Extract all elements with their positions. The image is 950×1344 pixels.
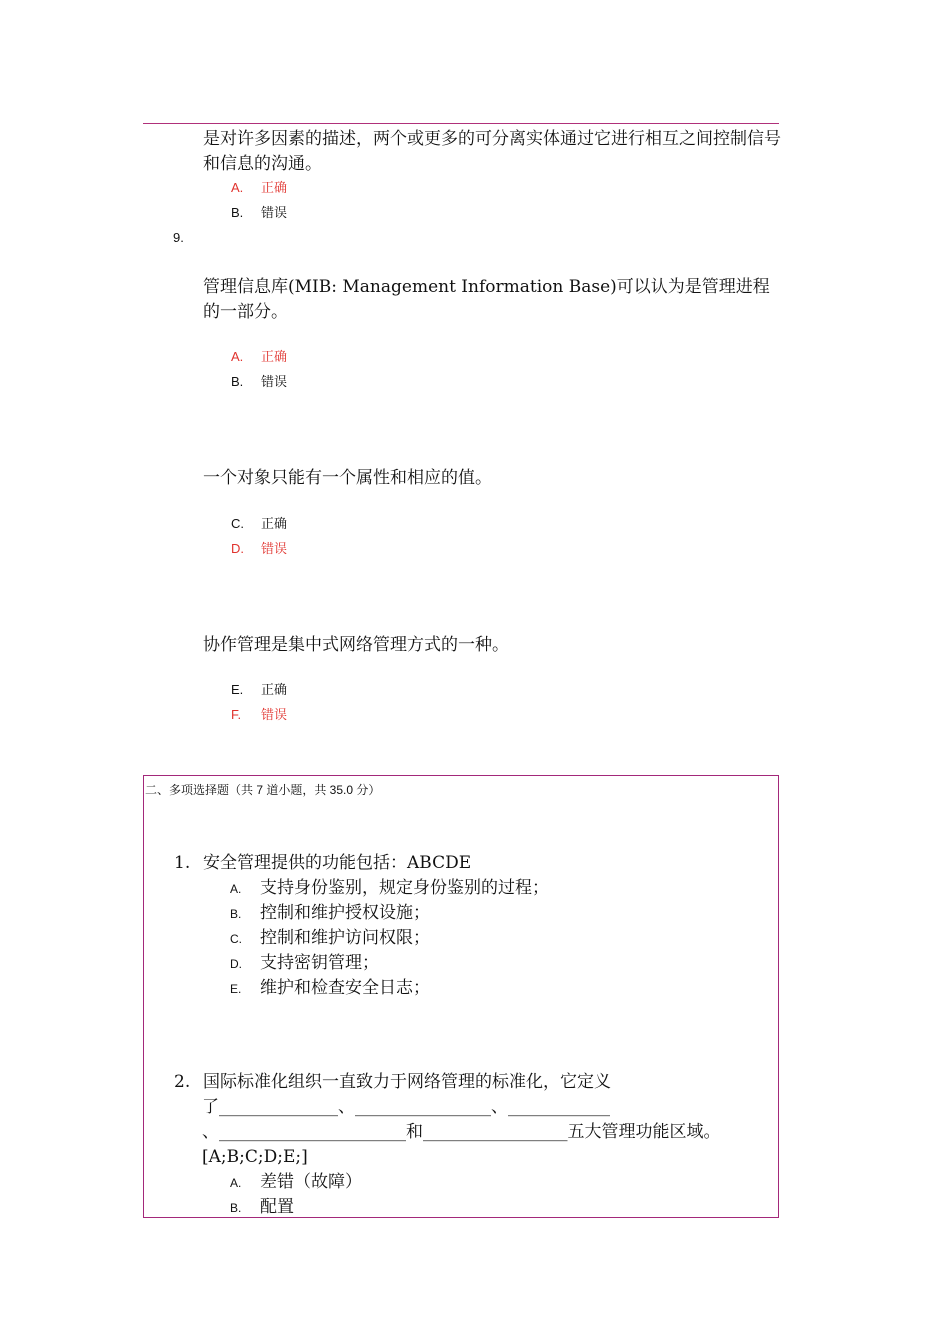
option-label: 错误 — [261, 205, 288, 220]
option-label: 控制和维护授权设施； — [260, 903, 430, 923]
option-label: 控制和维护访问权限； — [260, 928, 430, 948]
option-letter: A. — [231, 349, 244, 364]
option-label: 错误 — [261, 374, 288, 389]
option-label: 正确 — [261, 180, 288, 195]
option-b-false[interactable] — [231, 203, 287, 223]
mc-option-a[interactable] — [230, 876, 549, 902]
option-f-false[interactable] — [231, 705, 287, 725]
option-e-true[interactable] — [231, 680, 287, 700]
question-text: 是对许多因素的描述，两个或更多的可分离实体通过它进行相互之间控制信号和信息的沟通。 — [203, 129, 781, 174]
option-letter: B. — [231, 205, 244, 220]
option-letter: D. — [231, 541, 244, 556]
option-letter: B. — [230, 1201, 242, 1215]
option-b-false[interactable] — [231, 372, 287, 392]
option-label: 正确 — [261, 516, 288, 531]
mc-question-2 — [174, 1070, 611, 1095]
option-a-true[interactable] — [231, 178, 287, 198]
option-c-true[interactable] — [231, 514, 287, 534]
option-letter: C. — [231, 516, 244, 531]
mc-option-c[interactable] — [230, 926, 430, 952]
question-text — [203, 275, 783, 325]
option-letter: A. — [231, 180, 244, 195]
mc-option-b[interactable] — [230, 1195, 294, 1221]
option-label: 配置 — [260, 1197, 294, 1217]
option-letter: F. — [231, 707, 242, 722]
option-letter: A. — [230, 882, 242, 896]
fill-blank-line: 了______________、________________、____________ — [202, 1097, 610, 1117]
answer-key: [A;B;C;D;E;] — [202, 1147, 308, 1167]
option-label: 错误 — [261, 707, 288, 722]
question-number: 9. — [173, 230, 184, 245]
option-a-true[interactable] — [231, 347, 287, 367]
question-number: 1. — [174, 853, 191, 873]
option-letter: B. — [230, 907, 242, 921]
option-letter: B. — [231, 374, 244, 389]
option-letter: A. — [230, 1176, 242, 1190]
option-letter: D. — [230, 957, 242, 971]
option-label: 正确 — [261, 682, 288, 697]
question-text: 安全管理提供的功能包括：ABCDE — [203, 853, 472, 873]
question-number: 2. — [174, 1072, 191, 1092]
option-label: 支持密钥管理； — [260, 953, 379, 973]
option-letter: E. — [230, 982, 242, 996]
question-text-content: 管理信息库(MIB: Management Information Base)可以认为是管理进程的一部分。 — [203, 277, 770, 322]
option-label: 正确 — [261, 349, 288, 364]
option-label: 维护和检查安全日志； — [260, 978, 430, 998]
option-label: 错误 — [261, 541, 288, 556]
multiple-choice-section — [143, 775, 779, 1218]
mc-question-1 — [174, 851, 471, 876]
option-letter: E. — [231, 682, 244, 697]
fill-blank-line: 、______________________和_________________五大管理功能区域。 — [202, 1122, 721, 1142]
mc-option-e[interactable] — [230, 976, 430, 1002]
mc-option-b[interactable] — [230, 901, 430, 927]
option-d-false[interactable] — [231, 539, 287, 559]
question-text: 协作管理是集中式网络管理方式的一种。 — [203, 635, 509, 655]
mc-option-a[interactable] — [230, 1170, 362, 1196]
question-text: 一个对象只能有一个属性和相应的值。 — [203, 468, 492, 488]
mc-option-d[interactable] — [230, 951, 379, 977]
option-label: 支持身份鉴别，规定身份鉴别的过程； — [260, 878, 549, 898]
section-title: 二、多项选择题（共 7 道小题，共 35.0 分） — [145, 783, 381, 797]
question-text: 国际标准化组织一直致力于网络管理的标准化，它定义 — [203, 1072, 611, 1092]
top-divider — [143, 123, 779, 124]
option-label: 差错（故障） — [260, 1172, 362, 1192]
option-letter: C. — [230, 932, 242, 946]
